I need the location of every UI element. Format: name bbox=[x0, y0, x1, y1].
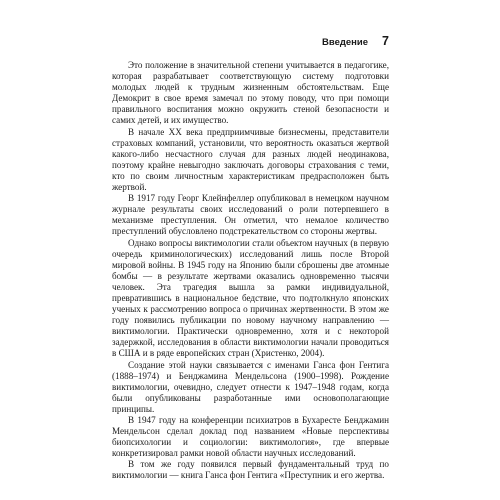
paragraph-2: В начале XX века предприимчивые бизнесмены, представители страховых компаний, установили, что вероятность оказаться жертвой какого-либо несчастного случая для разных людей неодинакова, поэтому крайне невыгодно заключать договоры страхования с теми, кто по своим личностным характеристикам предрасположен быть жертвой. bbox=[112, 126, 389, 193]
paragraph-4: Однако вопросы виктимологии стали объектом научных (в первую очередь криминологических) исследований лишь после Второй мировой войны. В 1945 году на Японию были сброшены две атомные бомбы — в результате жертвами оказались одновременно тысячи человек. Эта трагедия вышла за рамки индивидуальной, превратившись в национальное бедствие, что подтолкнуло японских ученых к рассмотрению вопроса о причинах жертвенности. В этом же году появились публикации по новому научному направлению — виктимологии. Практически одновременно, хотя и с некоторой задержкой, исследования в области виктимологии начали проводиться в США и в ряде европейских стран (Христенко, 2004). bbox=[112, 237, 389, 359]
paragraph-7: В том же году появился первый фундаментальный труд по виктимологии — книга Ганса фон Гентига «Преступник и его жертва. bbox=[112, 459, 389, 481]
section-title: Введение bbox=[322, 37, 369, 48]
body-text bbox=[112, 60, 389, 482]
paragraph-1: Это положение в значительной степени учитывается в педагогике, которая разрабатывает соответствующую систему подготовки молодых людей к трудным жизненным обстоятельствам. Еще Демокрит в свое время замечал по этому поводу, что при помощи правильного воспитания можно окружить стеной безопасности и самих детей, и их имущество. bbox=[112, 60, 389, 126]
page-number: 7 bbox=[382, 34, 389, 48]
paragraph-3: В 1917 году Георг Клейнфеллер опубликовал в немецком научном журнале результаты своих исследований о роли потерпевшего в механизме преступления. Он отметил, что немалое количество преступлений обусловлено подстрекательством со стороны жертвы. bbox=[112, 193, 389, 237]
running-head bbox=[112, 34, 389, 48]
paragraph-5: Создание этой науки связывается с именами Ганса фон Гентига (1888–1974) и Бенджамина Мендельсона (1900–1998). Рождение виктимологии, очевидно, следует отнести к 1947–1948 годам, когда были опубликованы разработанные ими основополагающие принципы. bbox=[112, 359, 389, 414]
paragraph-6: В 1947 году на конференции психиатров в Бухаресте Бенджамин Мендельсон сделал доклад под названием «Новые перспективы биопсихологии и социологии: виктимология», где впервые конкретизировал рамки новой области научных исследований. bbox=[112, 415, 389, 459]
